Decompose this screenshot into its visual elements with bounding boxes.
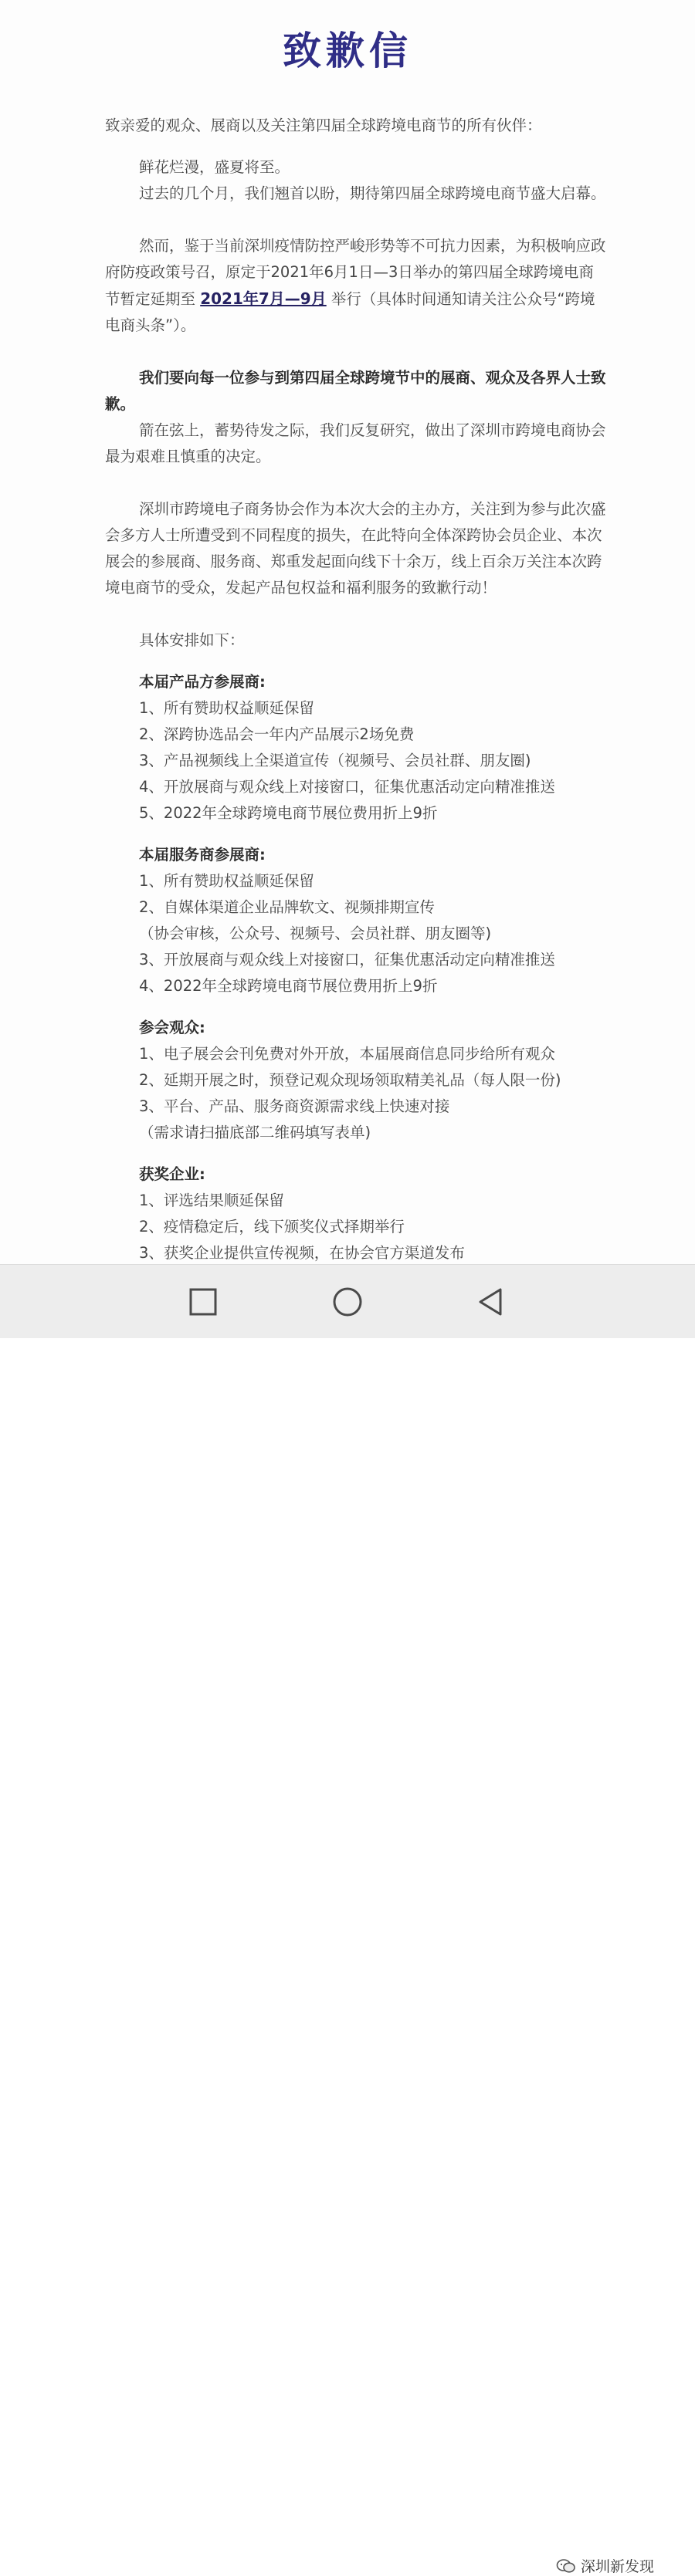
list-item: 5、2022年全球跨境电商节展位费用折上9折 bbox=[139, 804, 438, 822]
watermark-text: 深圳新发现 bbox=[581, 2558, 655, 2575]
section-heading: 本届服务商参展商: bbox=[139, 846, 266, 864]
list-item: 4、开放展商与观众线上对接窗口，征集优惠活动定向精准推送 bbox=[139, 778, 555, 796]
apology-statement: 我们要向每一位参与到第四届全球跨境节中的展商、观众及各界人士致歉。 bbox=[105, 369, 606, 413]
list-item: 1、所有赞助权益顺延保留 bbox=[139, 872, 314, 890]
section-service-exhibitors bbox=[105, 842, 607, 999]
list-item: 3、产品视频线上全渠道宣传（视频号、会员社群、朋友圈) bbox=[139, 752, 531, 769]
paragraph-opening-2: 过去的几个月，我们翘首以盼，期待第四届全球跨境电商节盛大启幕。 bbox=[139, 184, 606, 202]
list-item: 1、电子展会会刊免费对外开放，本届展商信息同步给所有观众 bbox=[139, 1045, 555, 1063]
list-item: （需求请扫描底部二维码填写表单) bbox=[139, 1124, 371, 1141]
home-button[interactable] bbox=[332, 1286, 363, 1317]
wechat-icon bbox=[556, 2558, 576, 2574]
paragraph-compensation: 深圳市跨境电子商务协会作为本次大会的主办方，关注到为参与此次盛会多方人士所遭受到不同程度的损失，在此特向全体深跨协会员企业、本次展会的参展商、服务商、郑重发起面向线下十余万，线上百余万关注本次跨境电商节的受众，发起产品包权益和福利服务的致歉行动！ bbox=[105, 500, 606, 597]
circle-icon bbox=[332, 1286, 363, 1317]
letter-body bbox=[105, 113, 607, 1266]
list-item: 4、2022年全球跨境电商节展位费用折上9折 bbox=[139, 977, 438, 995]
new-date: 2021年7月—9月 bbox=[200, 289, 327, 308]
list-item: 2、自媒体渠道企业品牌软文、视频排期宣传 bbox=[139, 898, 435, 916]
arrangement-intro: 具体安排如下： bbox=[139, 631, 245, 649]
back-triangle-icon bbox=[476, 1286, 507, 1317]
system-navigation-bar bbox=[0, 1264, 695, 2575]
paragraph-opening-1: 鲜花烂漫，盛夏将至。 bbox=[139, 158, 290, 176]
section-heading: 本届产品方参展商: bbox=[139, 673, 266, 691]
section-heading: 参会观众: bbox=[139, 1019, 205, 1036]
list-item: 1、所有赞助权益顺延保留 bbox=[139, 699, 314, 717]
list-item: 3、获奖企业提供宣传视频，在协会官方渠道发布 bbox=[139, 1244, 465, 1262]
list-item: 3、开放展商与观众线上对接窗口，征集优惠活动定向精准推送 bbox=[139, 951, 555, 969]
letter-page bbox=[0, 0, 695, 1264]
list-item: 2、深跨协选品会一年内产品展示2场免费 bbox=[139, 725, 415, 743]
postponement-text-before: 然而，鉴于当前深圳疫情防控严峻形势等不可抗力因素，为积极响应政府防疫政策号召，原定于2021年6月1日—3日举办的第四届全球跨境电商节暂定延期至 bbox=[105, 237, 606, 308]
postponement-text-after: 举行（具体时间通知请关注公众号“跨境电商头条”）。 bbox=[105, 290, 595, 334]
list-item: 3、平台、产品、服务商资源需求线上快速对接 bbox=[139, 1097, 450, 1115]
section-product-exhibitors bbox=[105, 669, 607, 827]
list-item: 2、疫情稳定后，线下颁奖仪式择期举行 bbox=[139, 1218, 405, 1236]
recent-apps-button[interactable] bbox=[188, 1286, 219, 1317]
list-item: 1、评选结果顺延保留 bbox=[139, 1192, 284, 1209]
letter-title: 致歉信 bbox=[283, 29, 412, 73]
square-icon bbox=[188, 1286, 219, 1317]
section-heading: 获奖企业: bbox=[139, 1165, 205, 1183]
list-item: 2、延期开展之时，预登记观众现场领取精美礼品（每人限一份) bbox=[139, 1071, 561, 1089]
paragraph-postponement bbox=[105, 233, 607, 339]
back-button[interactable] bbox=[476, 1286, 507, 1317]
salutation: 致亲爱的观众、展商以及关注第四届全球跨境电商节的所有伙伴： bbox=[105, 117, 542, 134]
apology-decision: 箭在弦上，蓄势待发之际，我们反复研究，做出了深圳市跨境电商协会最为艰难且慎重的决定。 bbox=[105, 421, 606, 465]
section-award-winners bbox=[105, 1161, 607, 1266]
section-visitors bbox=[105, 1015, 607, 1146]
list-item: （协会审核，公众号、视频号、会员社群、朋友圈等) bbox=[139, 925, 492, 942]
watermark bbox=[556, 2555, 654, 2576]
